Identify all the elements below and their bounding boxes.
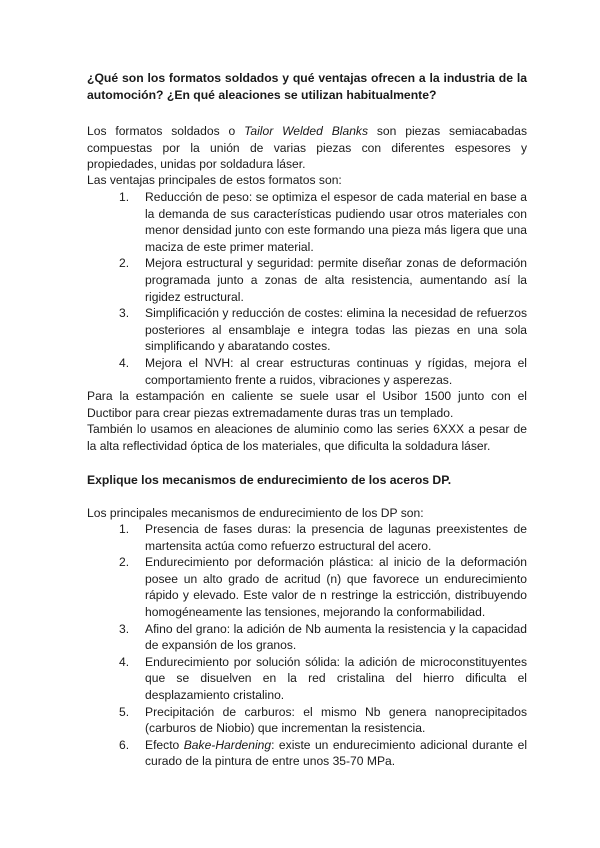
list-number: 3. [119, 621, 130, 636]
list-item [119, 305, 527, 355]
list-text: Presencia de fases duras: la presencia de lagunas preexistentes de martensita actúa como refuerzo estructural del acero. [145, 522, 527, 553]
section-heading-2: Explique los mecanismos de endurecimiento de los aceros DP. [87, 473, 452, 487]
list-number: 3. [119, 306, 130, 321]
mechanisms-list [119, 521, 528, 770]
section-heading-1: ¿Qué son los formatos soldados y qué ventajas ofrecen a la industria de la automoción? ¿En qué aleaciones se utilizan habitualmente? [87, 71, 527, 102]
list-item [119, 654, 527, 704]
intro-text-pre: Los formatos soldados o [87, 124, 245, 138]
list-text-italic: Bake-Hardening [183, 737, 272, 752]
list-text-post: : existe un endurecimiento adicional durante el curado de la pintura de entre unos 35-70 MPa. [145, 737, 528, 769]
stamping-paragraph: Para la estampación en caliente se suele usar el Usibor 1500 junto con el Ductibor para crear piezas extremadamente duras tras un templado. [87, 389, 527, 420]
list-number: 6. [119, 737, 130, 752]
list-text: Reducción de peso: se optimiza el espesor de cada material en base a la demanda de sus características pudiendo usar otros materiales con menor densidad junto con este formando una pieza más ligera que una maciza de este primer material. [145, 190, 527, 254]
list-text: Simplificación y reducción de costes: elimina la necesidad de refuerzos posteriores al ensamblaje e integra todas las piezas en una sola simplificando y abaratando costes. [145, 306, 527, 354]
list-text: Endurecimiento por solución sólida: la adición de microconstituyentes que se disuelven en la red cristalina del hierro dificulta el desplazamiento cristalino. [145, 654, 527, 702]
list-item [119, 355, 527, 388]
list-item [119, 621, 527, 654]
advantages-lead: Las ventajas principales de estos formatos son: [87, 173, 342, 187]
intro-text-post: son piezas semiacabadas compuestas por la unión de varias piezas con diferentes espesores y propiedades, unidas por soldadura láser. [87, 124, 528, 172]
list-text: Endurecimiento por deformación plástica: al inicio de la deformación posee un alto grado de acritud (n) que favorece un endurecimiento rápido y elevado. Este valor de n restringe la estricción, distribuyendo homogéneamente las tensiones, mejorando la conformabilidad. [145, 555, 527, 619]
list-number: 4. [119, 654, 130, 669]
intro-paragraph [87, 123, 527, 173]
list-item [119, 737, 528, 770]
list-number: 4. [119, 355, 130, 370]
list-item [119, 704, 527, 737]
list-number: 5. [119, 704, 130, 719]
list-number: 2. [119, 256, 130, 271]
list-item [119, 255, 527, 305]
list-text: Mejora estructural y seguridad: permite diseñar zonas de deformación programada junto a zonas de alta resistencia, aumentando así la rigidez estructural. [145, 256, 527, 304]
aluminum-paragraph: También lo usamos en aleaciones de aluminio como las series 6XXX a pesar de la alta reflectividad óptica de los materiales, que dificulta la soldadura láser. [87, 422, 527, 453]
advantages-list [119, 189, 527, 388]
list-text-pre: Efecto [145, 737, 184, 752]
list-item [119, 521, 527, 554]
intro-text-italic: Tailor Welded Blanks [244, 124, 369, 138]
mechanisms-lead: Los principales mecanismos de endurecimiento de los DP son: [87, 506, 424, 520]
list-item [119, 189, 527, 255]
list-text: Mejora el NVH: al crear estructuras continuas y rígidas, mejora el comportamiento frente a ruidos, vibraciones y asperezas. [145, 355, 527, 387]
list-text: Precipitación de carburos: el mismo Nb genera nanoprecipitados (carburos de Niobio) que incrementan la resistencia. [145, 704, 527, 736]
list-number: 1. [119, 522, 130, 536]
list-number: 1. [119, 190, 130, 204]
list-number: 2. [119, 555, 130, 570]
list-text: Afino del grano: la adición de Nb aumenta la resistencia y la capacidad de expansión de los granos. [145, 621, 527, 653]
list-item [119, 554, 527, 620]
